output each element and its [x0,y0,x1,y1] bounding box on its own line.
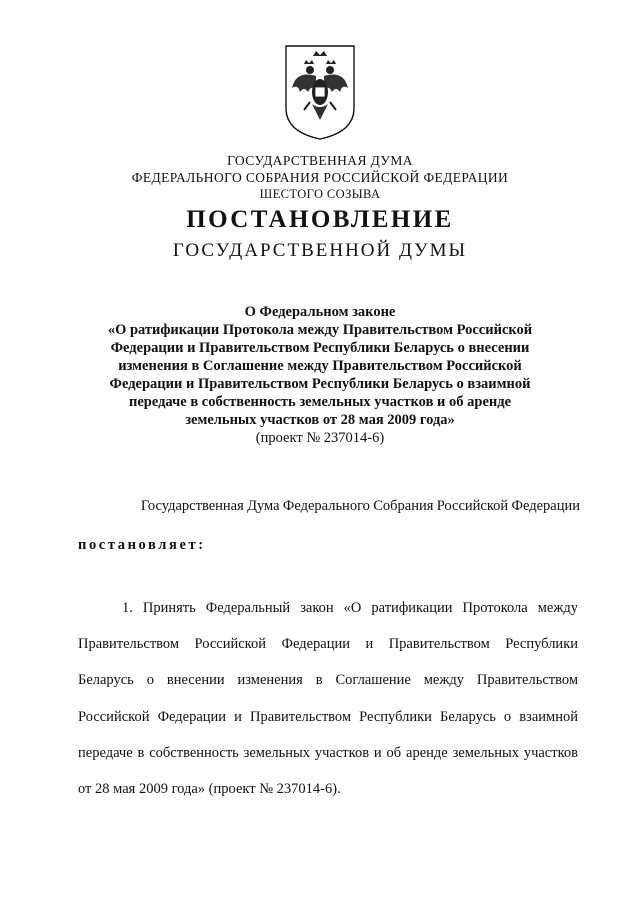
subject-line: земельных участков от 28 мая 2009 года» [185,412,455,428]
subject-line: Федерации и Правительством Республики Беларусь о внесении [110,340,530,356]
project-number: (проект № 237014-6) [255,430,385,446]
federal-assembly-line: ФЕДЕРАЛЬНОГО СОБРАНИЯ РОССИЙСКОЙ ФЕДЕРАЦИИ [131,170,509,185]
intro-text: Государственная Дума Федерального Собрания Российской Федерации [140,498,580,514]
document-subtitle: ГОСУДАРСТВЕННОЙ ДУМЫ [172,240,468,261]
document-subject [60,303,580,447]
russian-coat-of-arms-emblem [282,42,358,142]
subject-line: О Федеральном законе [244,304,396,320]
paragraph-1: 1. Принять Федеральный закон «О ратификации Протокола между Правительством Российской Федерации и Правительством Республики Беларусь о внесении изменения в Соглашение между Правительством Российской Федерации и Правительством Республики Беларусь о взаимной передаче в собственность земельных участков и об аренде земельных участков от 28 мая 2009 года» (проект № 237014-6). [78,600,578,798]
subject-line: Федерации и Правительством Республики Беларусь о взаимной [109,376,531,392]
subject-line: «О ратификации Протокола между Правительством Российской [107,322,533,338]
subject-line: передаче в собственность земельных участков и об аренде [128,394,512,410]
duma-name-line: ГОСУДАРСТВЕННАЯ ДУМА [227,153,413,168]
convocation-line: ШЕСТОГО СОЗЫВА [259,187,381,201]
document-title: ПОСТАНОВЛЕНИЕ [186,206,454,233]
subject-line: изменения в Соглашение между Правительством Российской [118,358,522,374]
decree-word: постановляет: [78,537,206,553]
